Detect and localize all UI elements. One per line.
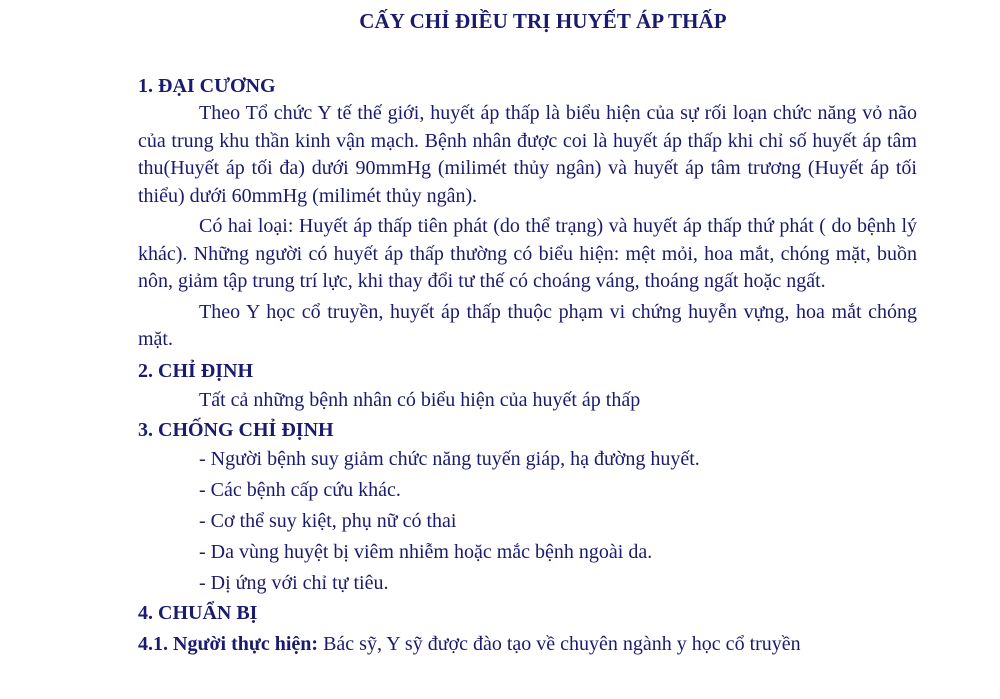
section-preparation [138,599,917,659]
practitioner-label: 4.1. Người thực hiện: [138,632,319,655]
section-heading-indications: 2. CHỈ ĐỊNH [138,359,254,382]
list-item: - Dị ứng với chỉ tự tiêu. [199,571,389,594]
list-item: - Các bệnh cấp cứu khác. [199,478,401,501]
practitioner-text: Bác sỹ, Y sỹ được đào tạo về chuyên ngành y học cổ truyền [318,632,801,655]
section-heading-contraindications: 3. CHỐNG CHỈ ĐỊNH [138,418,334,441]
contraindications-list [138,444,917,599]
list-item: - Người bệnh suy giảm chức năng tuyến giáp, hạ đường huyết. [199,447,700,470]
indications-text: Tất cả những bệnh nhân có biểu hiện của huyết áp thấp [199,388,641,411]
document-body [138,72,917,659]
section-heading-preparation: 4. CHUẨN BỊ [138,601,258,624]
section-indications [138,357,917,416]
overview-paragraph-2: Có hai loại: Huyết áp thấp tiên phát (do thể trạng) và huyết áp thấp thứ phát ( do bệnh lý khác). Những người có huyết áp thấp thường có biểu hiện: mệt mỏi, hoa mắt, chóng mặt, buồn nôn, giảm tập trung trí lực, khi thay đổi tư thế có choáng váng, thoáng ngất hoặc ngất. [138,215,917,292]
document-title: CẤY CHỈ ĐIỀU TRỊ HUYẾT ÁP THẤP [359,9,727,33]
section-contraindications [138,416,917,599]
overview-paragraph-3: Theo Y học cổ truyền, huyết áp thấp thuộc phạm vi chứng huyễn vựng, hoa mắt chóng mặt. [138,300,917,350]
section-heading-overview: 1. ĐẠI CƯƠNG [138,75,276,97]
list-item: - Da vùng huyệt bị viêm nhiễm hoặc mắc bệnh ngoài da. [199,540,653,563]
section-overview [138,72,917,354]
overview-paragraph-1: Theo Tổ chức Y tế thế giới, huyết áp thấp là biểu hiện của sự rối loạn chức năng vỏ não của trung khu thần kinh vận mạch. Bệnh nhân được coi là huyết áp thấp khi chỉ số huyết áp tâm thu(Huyết áp tối đa) dưới 90mmHg (milimét thủy ngân) và huyết áp tâm trương (Huyết áp tối thiểu) dưới 60mmHg (milimét thủy ngân). [138,102,917,207]
preparation-practitioner [138,629,917,659]
list-item: - Cơ thể suy kiệt, phụ nữ có thai [199,509,457,532]
